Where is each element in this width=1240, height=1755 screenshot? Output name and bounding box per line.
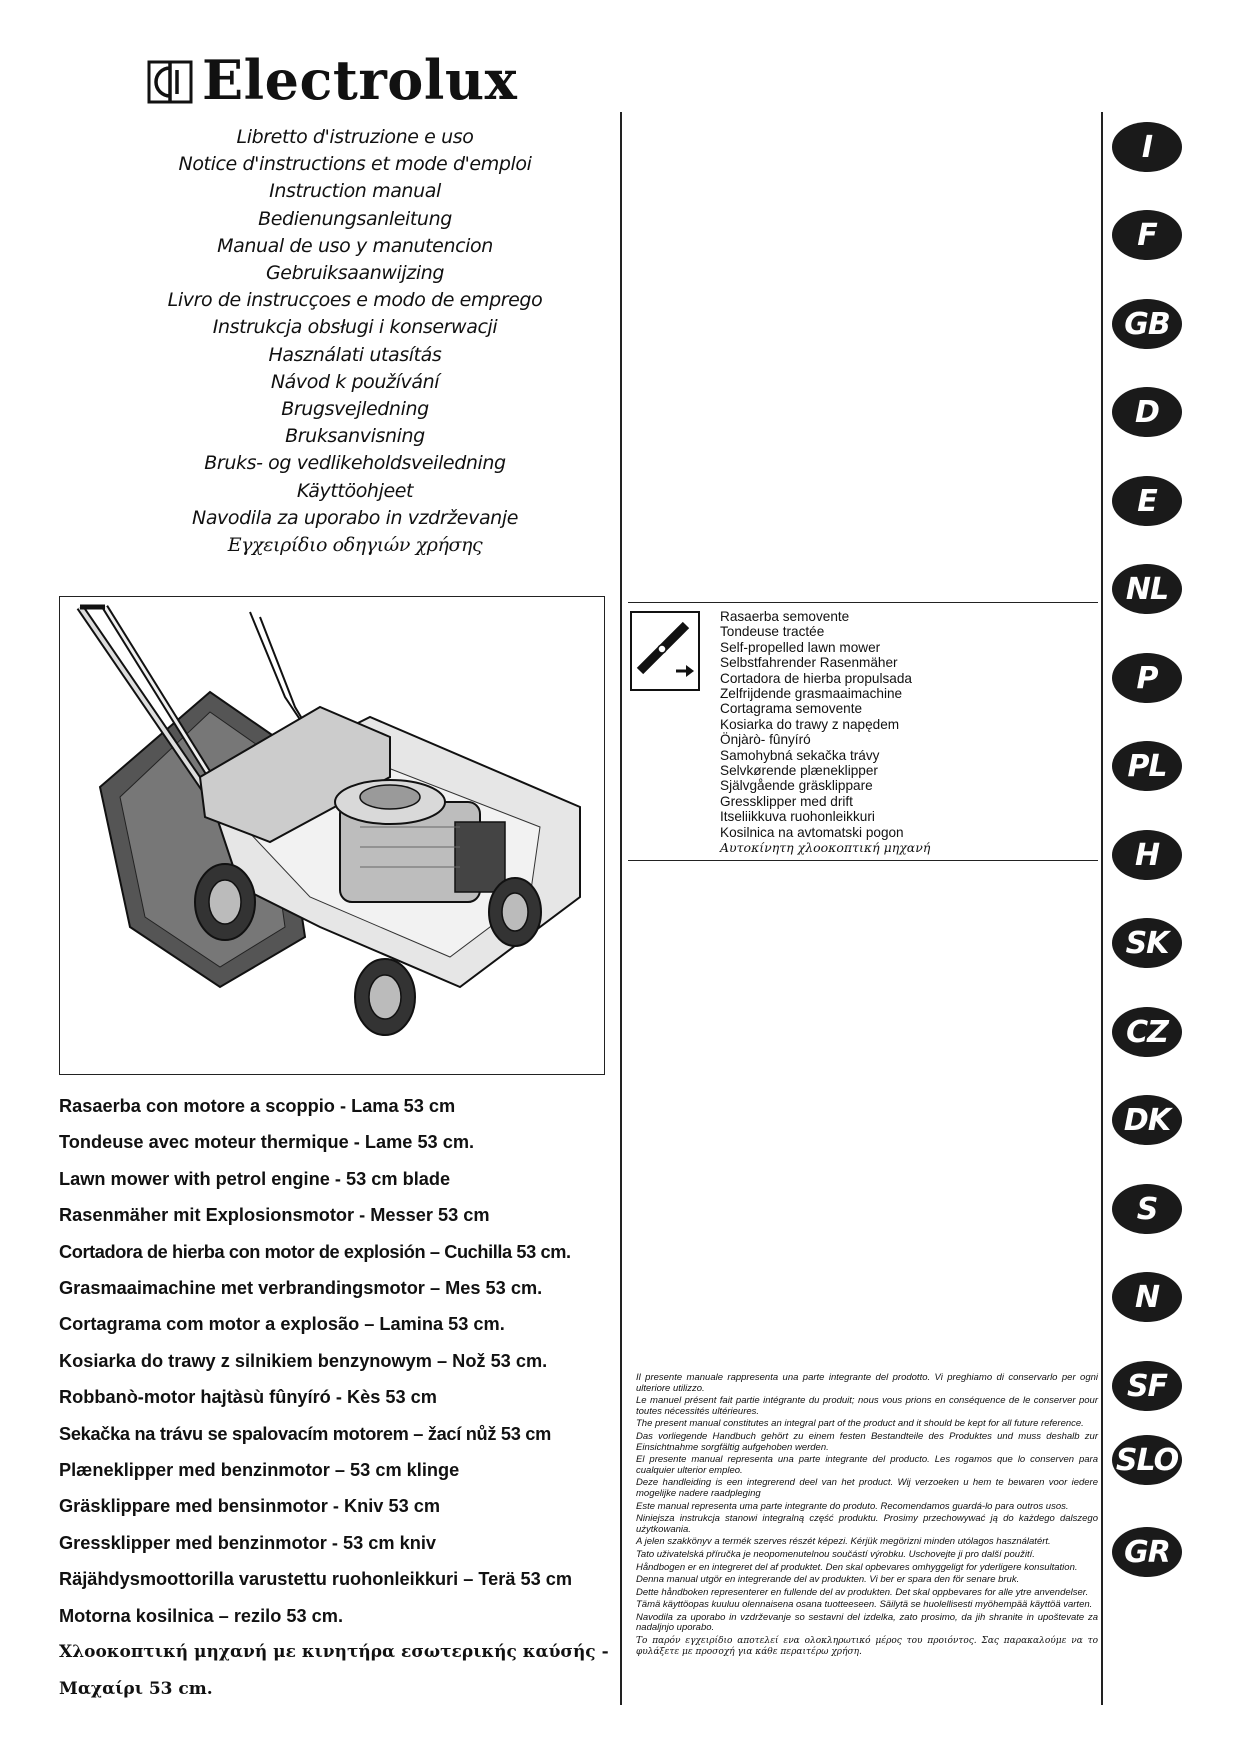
- language-badge-d: D: [1112, 387, 1182, 437]
- language-badge-sf: SF: [1112, 1361, 1182, 1411]
- notice: Niniejsza instrukcja stanowi integralną część produktu. Prosimy przechowywać ją do każdego dalszego użytkowania.: [636, 1513, 1098, 1535]
- language-badge-nl: NL: [1112, 564, 1182, 614]
- lawn-mower-illustration: [59, 596, 605, 1075]
- self-propelled-label: Cortagrama semovente: [720, 701, 863, 717]
- product-names: [59, 1088, 619, 1707]
- notice: Deze handleiding is een integrerend deel van het product. Wij verzoeken u hem te bewaren voor iedere mogelijke nadere raadpleging: [636, 1477, 1098, 1499]
- language-badge-i: I: [1112, 122, 1182, 172]
- language-badge-sk: SK: [1112, 918, 1182, 968]
- language-badge-n: N: [1112, 1272, 1182, 1322]
- manual-title: Instrukcja obsługi i konserwacji: [212, 316, 498, 339]
- manual-title: Instruction manual: [269, 180, 441, 203]
- manual-title: Gebruiksaanwijzing: [265, 262, 445, 285]
- notice: Håndbogen er en integreret del af produktet. Den skal opbevares omhyggeligt for yderligere konsultation.: [636, 1561, 1078, 1573]
- language-badge-dk: DK: [1112, 1095, 1182, 1145]
- notice: Dette håndboken representerer en fullende del av produkten. Det skal oppbevares for alle ytre anvendelser.: [636, 1586, 1089, 1598]
- product-name: Sekačka na trávu se spalovacím motorem – žací nůž 53 cm: [59, 1423, 551, 1444]
- manual-title: Návod k používání: [270, 370, 440, 393]
- notice: A jelen szakkönyv a termék szerves részét képezi. Kérjük megörizni minden utólagos használatért.: [636, 1536, 1051, 1548]
- product-name: Gressklipper med benzinmotor - 53 cm kniv: [59, 1532, 436, 1553]
- language-badge-pl: PL: [1112, 741, 1182, 791]
- product-name: Räjähdysmoottorilla varustettu ruohonleikkuri – Terä 53 cm: [59, 1569, 573, 1590]
- self-propelled-label: Kosiarka do trawy z napędem: [720, 716, 900, 732]
- manual-title: Εγχειρίδιο οδηγιών χρήσης: [227, 534, 483, 557]
- notice: El presente manual representa una parte integrante del producto. Les rogamos que lo conserven para cualquier ulterior empleo.: [636, 1454, 1098, 1476]
- self-propelled-label: Zelfrijdende grasmaaimachine: [720, 686, 903, 702]
- product-name: Rasaerba con motore a scoppio - Lama 53 cm: [59, 1096, 456, 1116]
- language-badge-slo: SLO: [1112, 1435, 1182, 1485]
- product-name: Χλοοκοπτική μηχανή με κινητήρα εσωτερικής καύσής -: [59, 1642, 609, 1663]
- manual-title: Bedienungsanleitung: [258, 207, 452, 230]
- notice: The present manual constitutes an integral part of the product and it should be kept for all future reference.: [636, 1418, 1084, 1430]
- self-propelled-block: [628, 602, 1098, 861]
- self-propelled-label: Itseliikkuva ruohonleikkuri: [720, 809, 875, 825]
- self-propelled-label: Selbstfahrender Rasenmäher: [720, 655, 898, 671]
- notice: Il presente manuale rappresenta una parte integrante del prodotto. Vi preghiamo di conservarlo per ogni ulteriore utilizzo.: [636, 1372, 1098, 1394]
- self-propelled-label: Kosilnica na avtomatski pogon: [720, 824, 904, 840]
- language-badge-e: E: [1112, 476, 1182, 526]
- notice: Tämä käyttöopas kuuluu olennaisena osana tuotteeseen. Säilytä se huolellisesti myöhempää käyttöä varten.: [636, 1599, 1093, 1611]
- notice: Le manuel présent fait partie intégrante du produit; nous vous prions en conséquence de le conserver pour toutes nécessités ultérieures.: [636, 1395, 1098, 1417]
- manual-title: Käyttöohjeet: [296, 479, 414, 502]
- self-propelled-label: Tondeuse tractée: [720, 624, 825, 640]
- language-badge-gb: GB: [1112, 299, 1182, 349]
- notice: Das vorliegende Handbuch gehört zu einem festen Bestandteile des Produktes und muss deshalb zur Einsichtnahme sorgfältig aufgehoben werden.: [636, 1430, 1098, 1453]
- product-name: Μαχαίρι 53 cm.: [59, 1678, 213, 1699]
- manual-titles: [135, 124, 575, 559]
- notice: Το παρόν εγχειρίδιο αποτελεί ενα ολοκληρωτικό μέρος του προιόντος. Σας παρακαλούμε να το φυλάξετε με προσοχή για κάθε περαιτέρω χρήση.: [636, 1636, 1098, 1657]
- product-name: Cortagrama com motor a explosão – Lamina 53 cm.: [59, 1314, 505, 1335]
- center-divider: [620, 112, 622, 1705]
- electrolux-logo-icon: [147, 60, 193, 104]
- product-name: Motorna kosilnica – rezilo 53 cm.: [59, 1605, 344, 1626]
- self-propelled-label: Selvkørende plæneklipper: [720, 763, 878, 779]
- keep-manual-notices: [636, 1373, 1098, 1659]
- notice: Navodila za uporabo in vzdrževanje so sestavni del izdelka, zato prosimo, da jih shranite in upoštevate za nadaljnjo uporabo.: [636, 1611, 1098, 1634]
- product-name: Rasenmäher mit Explosionsmotor - Messer 53 cm: [59, 1205, 490, 1226]
- self-propelled-label: Αυτοκίνητη χλοοκοπτική μηχανή: [720, 840, 931, 856]
- self-propelled-label: Självgående gräsklippare: [720, 778, 873, 794]
- notice: Tato uživatelská příručka je neopomenutelnou součástí výrobku. Uschovejte ji pro další použití.: [636, 1548, 1035, 1560]
- language-badge-p: P: [1112, 653, 1182, 703]
- right-divider: [1101, 112, 1103, 1705]
- manual-title: Bruks- og vedlikeholdsveiledning: [204, 452, 506, 475]
- product-name: Kosiarka do trawy z silnikiem benzynowym – Nož 53 cm.: [59, 1350, 548, 1371]
- product-name: Cortadora de hierba con motor de explosión – Cuchilla 53 cm.: [59, 1241, 571, 1262]
- language-badge-h: H: [1112, 830, 1182, 880]
- manual-title: Bruksanvisning: [285, 425, 425, 448]
- self-propelled-label: Rasaerba semovente: [720, 609, 850, 624]
- self-propelled-label: Cortadora de hierba propulsada: [720, 670, 912, 686]
- self-propelled-icon: [630, 611, 700, 691]
- product-name: Lawn mower with petrol engine - 53 cm blade: [59, 1168, 451, 1189]
- language-badge-s: S: [1112, 1184, 1182, 1234]
- brand-name: Electrolux: [202, 48, 518, 112]
- brand-logo: [147, 50, 517, 110]
- manual-title: Navodila za uporabo in vzdrževanje: [192, 506, 518, 529]
- self-propelled-label: Samohybná sekačka trávy: [720, 747, 880, 763]
- manual-title: Libretto d'istruzione e uso: [236, 126, 474, 148]
- language-badge-cz: CZ: [1112, 1007, 1182, 1057]
- product-name: Grasmaaimachine met verbrandingsmotor – Mes 53 cm.: [59, 1278, 543, 1299]
- self-propelled-label: Önjàrò- fûnyíró: [720, 732, 811, 748]
- product-name: Robbanò-motor hajtàsù fûnyíró - Kès 53 cm: [59, 1387, 437, 1408]
- language-badge-f: F: [1112, 210, 1182, 260]
- self-propelled-labels: [720, 609, 930, 856]
- manual-title: Manual de uso y manutencion: [217, 234, 493, 257]
- self-propelled-label: Self-propelled lawn mower: [720, 639, 881, 655]
- manual-title: Notice d'instructions et mode d'emploi: [178, 153, 532, 176]
- manual-title: Livro de instrucçoes e modo de emprego: [167, 289, 543, 312]
- notice: Denna manual utgör en integrerande del av produkten. Vi ber er spara den för senare bruk.: [636, 1574, 1020, 1586]
- language-badge-gr: GR: [1112, 1527, 1182, 1577]
- self-propelled-label: Gressklipper med drift: [720, 793, 853, 809]
- product-name: Plæneklipper med benzinmotor – 53 cm klinge: [59, 1460, 460, 1481]
- notice: Este manual representa uma parte integrante do produto. Recomendamos guardá-lo para outros usos.: [636, 1500, 1069, 1512]
- product-name: Gräsklippare med bensinmotor - Kniv 53 cm: [59, 1496, 441, 1517]
- manual-title: Használati utasítás: [268, 343, 442, 366]
- manual-title: Brugsvejledning: [281, 398, 429, 421]
- product-name: Tondeuse avec moteur thermique - Lame 53 cm.: [59, 1132, 475, 1153]
